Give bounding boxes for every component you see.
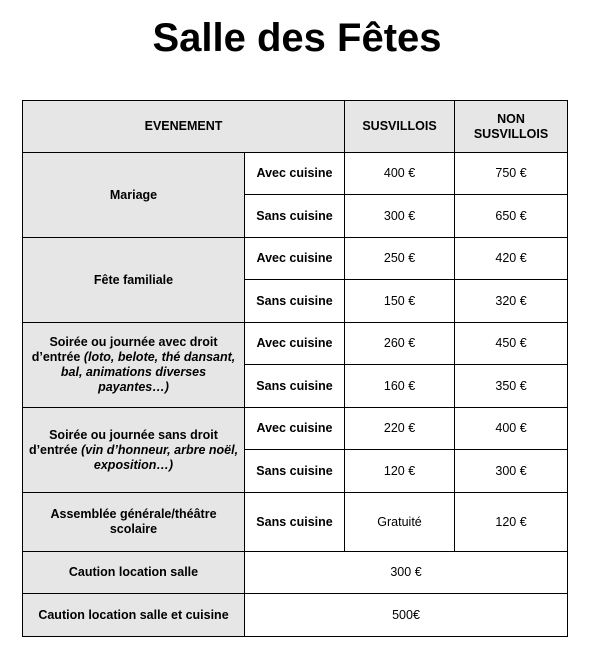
price-non-residents: 750 € (455, 153, 568, 195)
header-event: EVENEMENT (23, 101, 345, 153)
deposit-row (23, 552, 568, 594)
price-residents: 250 € (345, 238, 455, 280)
price-non-residents: 350 € (455, 365, 568, 408)
header-row (23, 101, 568, 153)
option-label: Sans cuisine (245, 195, 345, 238)
event-name (23, 408, 245, 493)
page-title: Salle des Fêtes (152, 16, 442, 60)
table-row (23, 238, 568, 280)
event-name (23, 323, 245, 408)
price-non-residents: 450 € (455, 323, 568, 365)
event-name: Assemblée générale/théâtre scolaire (23, 493, 245, 552)
option-label: Avec cuisine (245, 323, 345, 365)
event-name-detail: (loto, belote, thé dansant, bal, animations diverses payantes…) (60, 350, 236, 394)
price-residents: 220 € (345, 408, 455, 450)
price-non-residents: 300 € (455, 450, 568, 493)
table-row (23, 493, 568, 552)
option-label: Avec cuisine (245, 408, 345, 450)
event-name: Fête familiale (23, 238, 245, 323)
table-row (23, 153, 568, 195)
table-row (23, 323, 568, 365)
header-non-residents-line1: NON (497, 111, 525, 126)
price-non-residents: 400 € (455, 408, 568, 450)
header-non-residents-line2: SUSVILLOIS (473, 126, 549, 141)
event-name: Mariage (23, 153, 245, 238)
deposit-row (23, 594, 568, 637)
table-row (23, 408, 568, 450)
price-residents: 120 € (345, 450, 455, 493)
option-label: Sans cuisine (245, 493, 345, 552)
price-non-residents: 320 € (455, 280, 568, 323)
option-label: Sans cuisine (245, 365, 345, 408)
pricing-table (22, 100, 568, 637)
price-non-residents: 650 € (455, 195, 568, 238)
header-residents: SUSVILLOIS (345, 101, 455, 153)
header-non-residents (455, 101, 568, 153)
deposit-value: 300 € (245, 552, 568, 594)
deposit-label: Caution location salle (23, 552, 245, 594)
event-name-detail: (vin d’honneur, arbre noël, exposition…) (81, 442, 239, 472)
price-residents: 150 € (345, 280, 455, 323)
event-name-main: Soirée ou journée sans droit d’entrée (28, 427, 218, 457)
price-non-residents: 120 € (455, 493, 568, 552)
price-residents: 300 € (345, 195, 455, 238)
price-residents: 160 € (345, 365, 455, 408)
option-label: Sans cuisine (245, 450, 345, 493)
price-residents: Gratuité (345, 493, 455, 552)
option-label: Avec cuisine (245, 238, 345, 280)
option-label: Avec cuisine (245, 153, 345, 195)
option-label: Sans cuisine (245, 280, 345, 323)
deposit-label: Caution location salle et cuisine (23, 594, 245, 637)
price-residents: 260 € (345, 323, 455, 365)
deposit-value: 500€ (245, 594, 568, 637)
event-name-main: Soirée ou journée avec droit d’entrée (31, 335, 218, 364)
price-non-residents: 420 € (455, 238, 568, 280)
price-residents: 400 € (345, 153, 455, 195)
